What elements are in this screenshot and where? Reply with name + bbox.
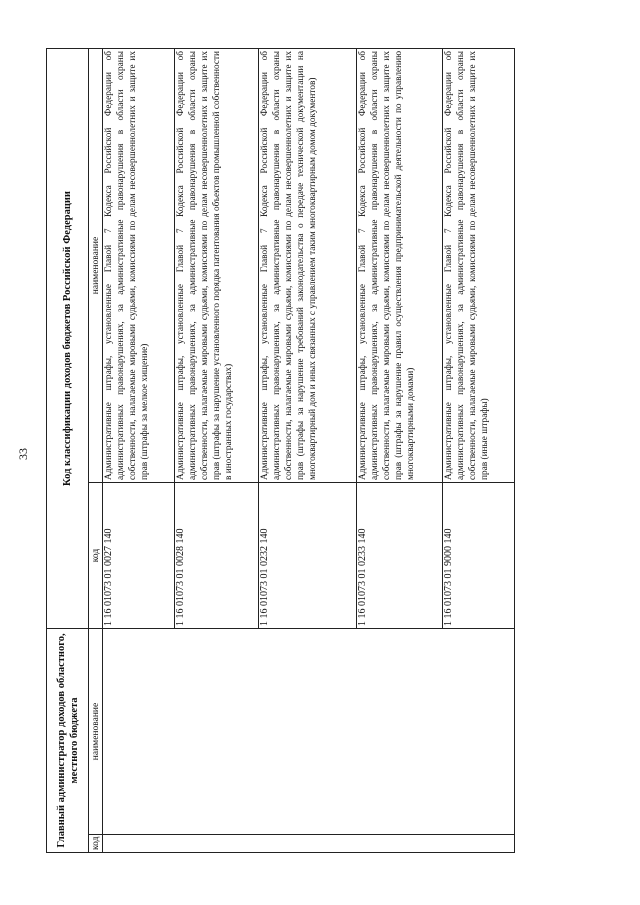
admin-code-cell: [103, 835, 515, 853]
row-description: Административные штрафы, установленные Главой 7 Кодекса Российской Федерации об административных правонарушениях, за административные правонарушения в области охраны собственности, налагаемые мировыми судьями, комиссиями по делам несовершеннолетних и защите их прав (штрафы за мелкое хищение): [103, 48, 175, 482]
row-description: Административные штрафы, установленные Главой 7 Кодекса Российской Федерации об административных правонарушениях, за административные правонарушения в области охраны собственности, налагаемые мировыми судьями, комиссиями по делам несовершеннолетних и защите их прав (иные штрафы): [443, 48, 515, 482]
admin-name-cell: [103, 628, 515, 834]
row-description: Административные штрафы, установленные Главой 7 Кодекса Российской Федерации об административных правонарушениях, за административные правонарушения в области охраны собственности, налагаемые мировыми судьями, комиссиями по делам несовершеннолетних и защите их прав (штрафы за нарушение требований законодательства о передаче технической документации на многоквартирный дом и иных связанных с управлением таким многоквартирным домом документов): [259, 48, 357, 482]
row-code: 1 16 01073 01 0028 140: [175, 482, 259, 628]
class-name-header: наименование: [89, 48, 103, 482]
admin-name-header: наименование: [89, 628, 103, 834]
row-code: 1 16 01073 01 0027 140: [103, 482, 175, 628]
row-description: Административные штрафы, установленные Главой 7 Кодекса Российской Федерации об административных правонарушениях, за административные правонарушения в области охраны собственности, налагаемые мировыми судьями, комиссиями по делам несовершеннолетних и защите их прав (штрафы за нарушение правил осуществления предпринимательской деятельности по управлению многоквартирными домами): [357, 48, 443, 482]
row-code: 1 16 01073 01 9000 140: [443, 482, 515, 628]
row-code: 1 16 01073 01 0233 140: [357, 482, 443, 628]
budget-classification-table: [46, 48, 515, 853]
row-description: Административные штрафы, установленные Главой 7 Кодекса Российской Федерации об административных правонарушениях, за административные правонарушения в области охраны собственности, налагаемые мировыми судьями, комиссиями по делам несовершеннолетних и защите их прав (штрафы за нарушение установленного порядка патентования объектов промышленной собственности в иностранных государствах): [175, 48, 259, 482]
admin-group-header: Главный администратор доходов областного, местного бюджета: [47, 628, 89, 852]
admin-code-header: код: [89, 835, 103, 853]
table-row: [103, 48, 175, 852]
rotated-table-sheet: [46, 49, 556, 853]
row-code: 1 16 01073 01 0232 140: [259, 482, 357, 628]
classification-group-header: Код классификации доходов бюджетов Российской Федерации: [47, 48, 89, 628]
page-number: 33: [16, 448, 30, 460]
class-code-header: код: [89, 482, 103, 628]
